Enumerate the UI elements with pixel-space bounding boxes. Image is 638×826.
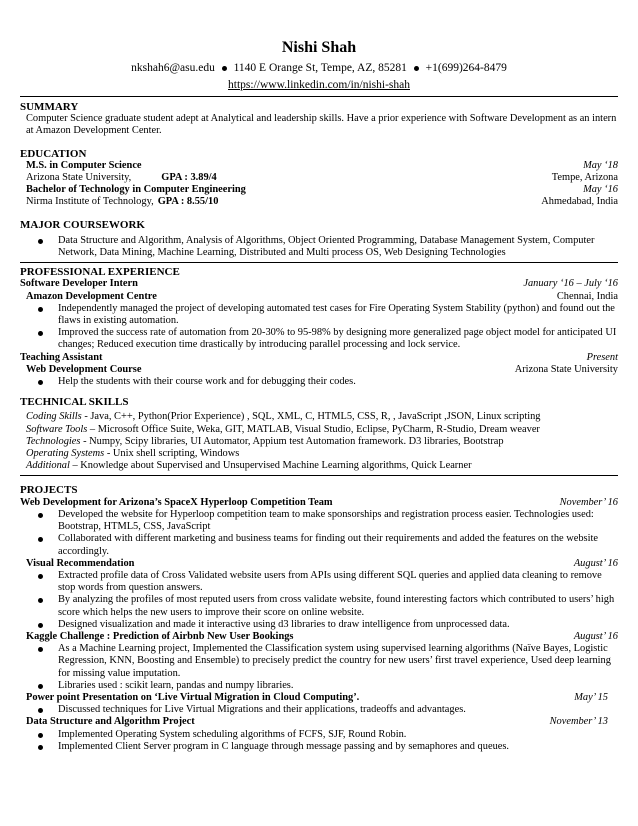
project-name: Power point Presentation on ‘Live Virtual Migration in Cloud Computing’.: [26, 691, 360, 703]
project-date: November’ 16: [559, 496, 618, 508]
skill-label: Additional: [26, 460, 70, 472]
project-name: Data Structure and Algorithm Project: [26, 716, 195, 728]
list-item: Extracted profile data of Cross Validated website users from APIs using different SQL queries and applied data cleaning to remove stop words from question answers.: [58, 570, 618, 594]
skill-label: Software Tools: [26, 423, 88, 435]
projects-heading: PROJECTS: [20, 484, 78, 497]
project-date: August’ 16: [573, 630, 618, 642]
skill-separator: –: [69, 460, 81, 472]
skill-text: Knowledge about Supervised and Unsupervised Machine Learning algorithms, Quick Learner: [80, 460, 472, 472]
list-item: Libraries used : scikit learn, pandas and numpy libraries.: [58, 680, 618, 692]
project-date: November’ 13: [549, 716, 608, 728]
project-entry: [20, 558, 618, 631]
project-date: August’ 16: [573, 557, 618, 569]
skill-row: [20, 448, 618, 460]
school: Arizona State University,: [26, 172, 132, 184]
list-item: Independently managed the project of developing automated test cases for Fire Operating System Stability (python) and found out the flaws in existing automation.: [58, 303, 618, 327]
list-item: Designed visualization and made it interactive using d3 libraries to draw intelligence from unprocessed data.: [58, 619, 618, 631]
date: May ‘16: [583, 184, 618, 196]
project-name: Kaggle Challenge : Prediction of Airbnb New User Bookings: [26, 630, 294, 642]
project-name: Visual Recommendation: [26, 557, 135, 569]
skills-heading: TECHNICAL SKILLS: [20, 396, 129, 409]
contact-line: [20, 61, 618, 75]
divider: [20, 475, 618, 476]
bullet-dot-icon: [414, 66, 419, 71]
list-item: Implemented Operating System scheduling algorithms of FCFS, SJF, Round Robin.: [58, 729, 618, 741]
skill-label: Operating Systems: [26, 448, 105, 460]
job-org: Web Development Course: [26, 363, 142, 375]
job-org: Amazon Development Centre: [26, 290, 157, 302]
project-entry: [20, 497, 618, 558]
skill-text: Microsoft Office Suite, Weka, GIT, MATLAB, Visual Studio, Eclipse, PyCharm, R-Studio, Dream weaver: [97, 423, 540, 435]
gpa: GPA : 3.89/4: [161, 172, 217, 184]
list-item: Collaborated with different marketing and business teams for finding out their requirements and added the features on the website accordingly.: [58, 533, 618, 557]
skill-row: [20, 460, 618, 472]
list-item: Discussed techniques for Live Virtual Migrations and their applications, tradeoffs and advantages.: [58, 704, 618, 716]
education-item: [20, 184, 618, 208]
linkedin-link[interactable]: https://www.linkedin.com/in/nishi-shah: [228, 79, 410, 91]
skill-row: [20, 436, 618, 448]
address: 1140 E Orange St, Tempe, AZ, 85281: [233, 62, 407, 74]
degree: Bachelor of Technology in Computer Engineering: [26, 184, 246, 196]
skill-separator: -: [81, 411, 91, 423]
experience-heading: PROFESSIONAL EXPERIENCE: [20, 266, 180, 279]
degree: M.S. in Computer Science: [26, 159, 142, 171]
project-entry: [20, 716, 618, 753]
job-location: Chennai, India: [556, 290, 618, 302]
coursework-list-item: Data Structure and Algorithm, Analysis of Algorithms, Object Oriented Programming, Database Management System, Computer Network, Data Mining, Machine Learning, Distributed and Multi process OS, Web Designing Technologies: [58, 235, 618, 259]
education-heading: EDUCATION: [20, 147, 87, 160]
list-item: As a Machine Learning project, Implemented the Classification system using supervised learning algorithms (Naïve Bayes, Logistic Regression, KNN, Boosting and Ensemble) to precisely predict the country for new users’ first travel experience, Used deep learning for missing value imputation.: [58, 643, 618, 680]
candidate-name: Nishi Shah: [281, 39, 357, 56]
location: Ahmedabad, India: [541, 196, 618, 208]
project-entry: [20, 631, 618, 692]
skill-label: Technologies: [26, 435, 81, 447]
skill-row: [20, 424, 618, 436]
gpa: GPA : 8.55/10: [157, 196, 219, 208]
skill-text: Numpy, Scipy libraries, UI Automator, Appium test Automation framework. D3 libraries, Bootstrap: [89, 435, 504, 447]
skill-separator: -: [104, 448, 113, 460]
skill-separator: -: [80, 435, 90, 447]
date: May ‘18: [583, 159, 618, 171]
education-item: [20, 160, 618, 184]
list-item: Developed the website for Hyperloop competition team to make sponsorships and registration process easier. Technologies used: Bootstrap, HTML5, CSS, JavaScript: [58, 509, 618, 533]
list-item: Improved the success rate of automation from 20-30% to 95-98% by designing more generalized page object model for anticipated UI changes; Reduced execution time drastically by introducing parallel processing and lock service.: [58, 327, 617, 351]
job-date: Present: [586, 351, 618, 363]
job-role: Software Developer Intern: [20, 278, 138, 290]
job-location: Arizona State University: [514, 363, 618, 375]
phone: +1(699)264-8479: [425, 62, 507, 74]
summary-heading: SUMMARY: [20, 101, 79, 113]
list-item: Help the students with their course work and for debugging their codes.: [58, 376, 618, 388]
bullet-dot-icon: [222, 66, 227, 71]
divider: [20, 262, 618, 263]
skill-text: Unix shell scripting, Windows: [112, 448, 240, 460]
list-item: Implemented Client Server program in C language through message passing and by semaphores and queues.: [58, 741, 618, 753]
skill-text: Java, C++, Python(Prior Experience) , SQL, XML, C, HTML5, CSS, R, , JavaScript ,JSON, Linux scripting: [90, 411, 541, 423]
job-entry: [20, 278, 618, 351]
list-item: By analyzing the profiles of most reputed users from cross validate website, found interesting factors which contributed to users’ high score which helps the new users to improve their score on online website.: [58, 594, 618, 618]
job-entry: [20, 352, 618, 389]
job-role: Teaching Assistant: [20, 351, 103, 363]
email[interactable]: nkshah6@asu.edu: [131, 62, 215, 74]
job-date: January ‘16 – July ‘16: [523, 278, 618, 290]
project-date: May’ 15: [574, 691, 608, 703]
location: Tempe, Arizona: [551, 172, 618, 184]
school: Nirma Institute of Technology,: [26, 196, 154, 208]
project-name: Web Development for Arizona’s SpaceX Hyperloop Competition Team: [20, 496, 333, 508]
coursework-heading: MAJOR COURSEWORK: [20, 218, 145, 231]
project-entry: [20, 692, 618, 716]
skill-label: Coding Skills: [26, 411, 82, 423]
skills-list: [20, 411, 618, 472]
summary-text: Computer Science graduate student adept at Analytical and leadership skills. Have a prior experience with Software Development as an intern at Amazon Development Center.: [26, 113, 617, 137]
skill-separator: –: [87, 423, 98, 435]
divider: [20, 96, 618, 97]
skill-row: [20, 411, 618, 423]
